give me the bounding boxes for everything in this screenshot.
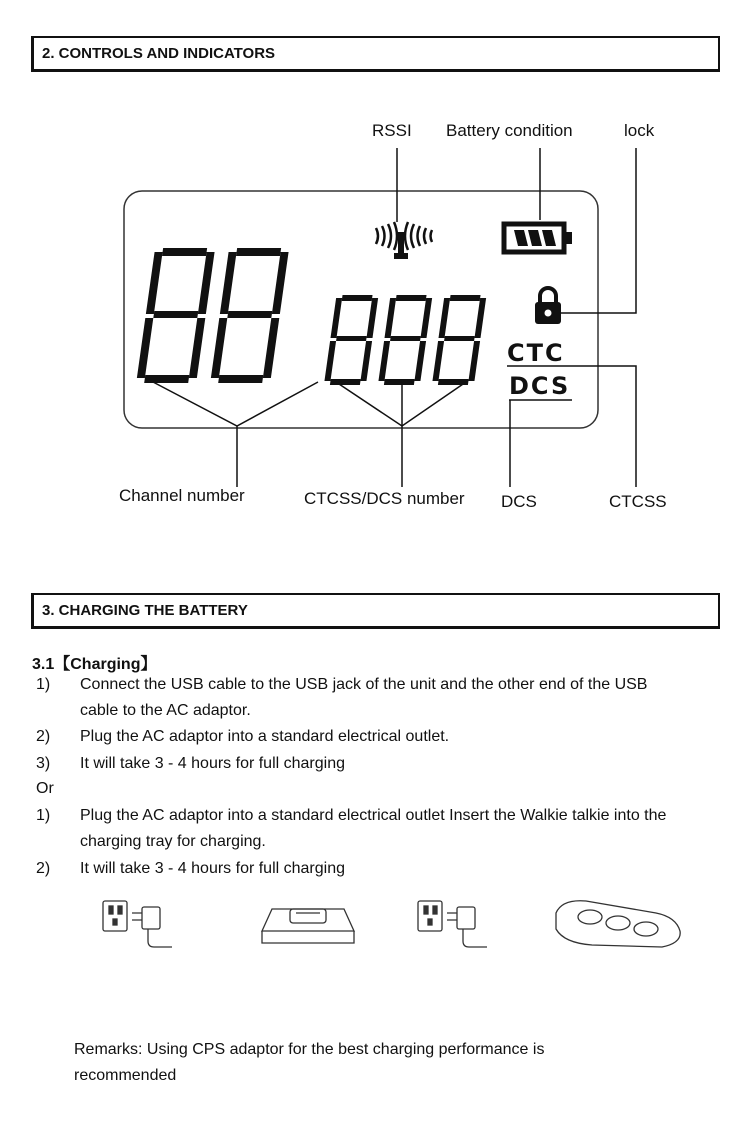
ctcss-label: CTCSS [609,492,667,511]
list-item-number: 3) [36,755,51,772]
list-item-text: It will take 3 - 4 hours for full charging [80,755,346,772]
list-item-number: 1) [36,807,51,824]
list-item-text: It will take 3 - 4 hours for full charging [80,860,346,877]
wall-outlet-icon [103,901,127,931]
dcs-label: DCS [501,492,537,511]
list-item-text: Plug the AC adaptor into a standard electrical outlet. [80,728,450,745]
dcs-mark: DCS [509,372,571,400]
ctc-mark: CTC [507,339,565,367]
list-item [36,856,716,882]
list-item [36,672,716,724]
rssi-label: RSSI [372,121,412,140]
lock-label: lock [624,121,655,140]
wall-outlet-icon [418,901,442,931]
rssi-icon [376,222,432,259]
section-3-title: 3. CHARGING THE BATTERY [42,602,248,619]
leader-lines [153,148,636,487]
battery-icon [504,224,572,252]
list-item [36,724,716,750]
list-item [36,803,716,855]
battery-condition-label: Battery condition [446,121,573,140]
multi-charger-icon [556,901,680,947]
lock-icon [535,288,561,324]
lcd-diagram [0,0,748,540]
section-3-header [31,593,720,629]
section-2-title: 2. CONTROLS AND INDICATORS [42,45,276,62]
list-item-number: 1) [36,676,51,693]
list-item-number: 2) [36,860,51,877]
list-item-number: 2) [36,728,51,745]
ctcss-dcs-number-label: CTCSS/DCS number [304,489,465,508]
channel-digits [136,248,289,383]
charging-illustrations [0,893,748,1003]
or-separator: Or [36,780,54,797]
list-item-text: Plug the AC adaptor into a standard electrical outlet Insert the Walkie talkie into the charging tray for charging. [80,807,667,850]
channel-number-label: Channel number [119,486,245,505]
charging-subheading: 3.1【Charging】 [32,656,157,673]
list-item [36,751,716,777]
remarks-note: Remarks: Using CPS adaptor for the best charging performance is recommended [74,1041,545,1084]
ac-adaptor-icon [447,907,487,947]
ctcss-digits [324,295,487,385]
charging-tray-icon [262,909,354,943]
list-item-text: Connect the USB cable to the USB jack of the unit and the other end of the USB cable to the AC adaptor. [80,676,648,719]
ac-adaptor-icon [132,907,172,947]
